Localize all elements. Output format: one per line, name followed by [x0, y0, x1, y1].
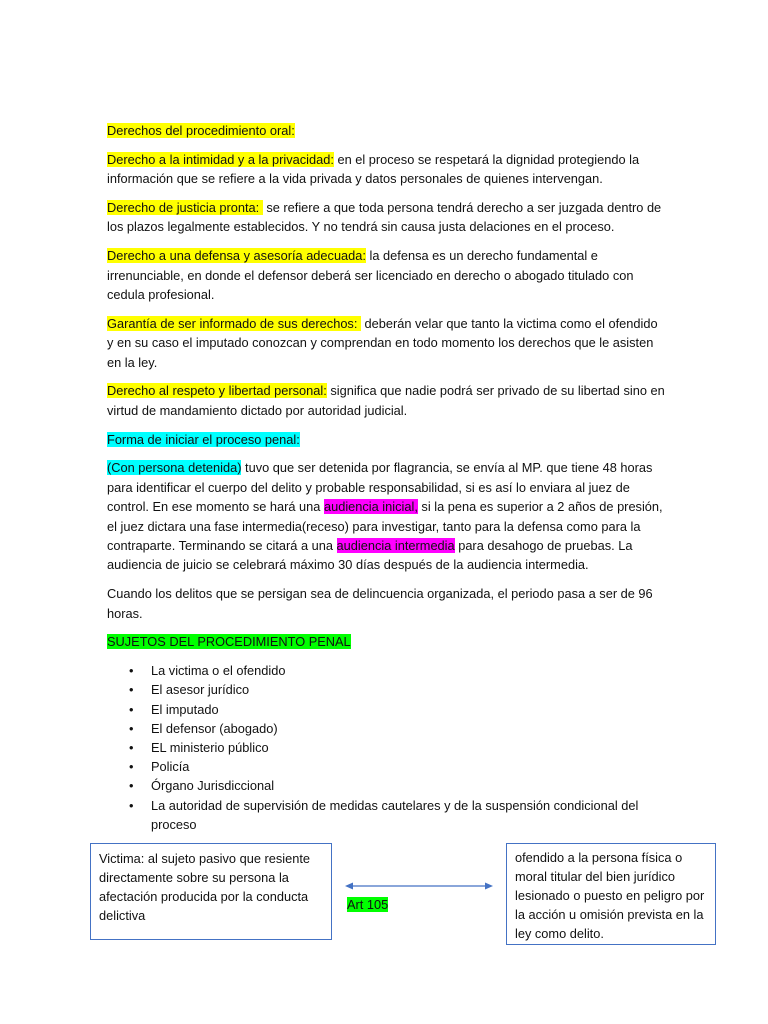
list-item: • El imputado [151, 700, 667, 719]
paragraph-text: tuvo que ser detenida por flagrancia, se envía al MP. que tiene 48 horas para identificar el cuerpo del delito y probable responsabilidad, si es así lo enviara al juez de control. En ese momento se hará una [107, 460, 653, 515]
article-label [347, 895, 388, 914]
list-item: • Órgano Jurisdiccional [151, 776, 667, 795]
paragraph-informed [107, 314, 667, 372]
list-item: • La victima o el ofendido [151, 661, 667, 680]
paragraph-organized-crime: Cuando los delitos que se persigan sea de delincuencia organizada, el periodo pasa a ser de 96 horas. [107, 586, 653, 621]
term-highlight: Derecho de justicia pronta: [107, 200, 263, 215]
victima-box: Victima: al sujeto pasivo que resiente directamente sobre su persona la afectación producida por la conducta delictiva [90, 843, 332, 940]
audiencia-inicial-highlight: audiencia inicial, [323, 499, 418, 515]
term-highlight: Garantía de ser informado de sus derechos: [107, 315, 361, 331]
paragraph-privacy [107, 150, 667, 189]
paragraph-text: significa que nadie podrá ser privado de su libertad sino en virtud de mandamiento dictado por autoridad judicial. [107, 383, 665, 418]
ofendido-box: ofendido a la persona física o moral titular del bien jurídico lesionado o puesto en peligro por la acción u omisión prevista en la ley como delito. [506, 843, 716, 945]
heading-highlight: Derechos del procedimiento oral: [107, 123, 295, 138]
paragraph-detained [107, 458, 667, 574]
term-highlight: Derecho a una defensa y asesoría adecuada: [107, 248, 366, 264]
audiencia-intermedia-highlight: audiencia intermedia [336, 538, 455, 554]
heading-highlight: SUJETOS DEL PROCEDIMIENTO PENAL [107, 634, 351, 650]
paragraph-text: si la pena es superior a 2 años de presión, el juez dictara una fase intermedia(receso) para investigar, tanto para la defensa como para la contraparte. Terminando se citará a una [107, 499, 663, 554]
term-highlight: Derecho al respeto y libertad personal: [107, 383, 327, 399]
list-item: • El defensor (abogado) [151, 719, 667, 738]
term-highlight: Derecho a la intimidad y a la privacidad: [107, 151, 334, 167]
paragraph-text: en el proceso se respetará la dignidad protegiendo la información que se refiere a la vida privada y datos personales de quienes intervengan. [107, 151, 640, 187]
paragraph-text: la defensa es un derecho fundamental e irrenunciable, en donde el defensor deberá ser licenciado en derecho o abogado titulado con cedula profesional. [107, 248, 634, 303]
list-item: • Policía [151, 757, 667, 776]
term-highlight: (Con persona detenida) [107, 460, 242, 476]
list-item: • EL ministerio público [151, 738, 667, 757]
paragraph-text: se refiere a que toda persona tendrá derecho a ser juzgada dentro de los plazos legalmente establecidos. Y no tendrá sin causa justa delaciones en el proceso. [107, 200, 662, 235]
paragraph-text: para desahogo de pruebas. La audiencia de juicio se celebrará máximo 30 días después de la audiencia intermedia. [107, 538, 633, 573]
list-item: • La autoridad de supervisión de medidas cautelares y de la suspensión condicional del proceso [151, 796, 667, 834]
section-heading [107, 121, 667, 140]
article-highlight: Art 105 [347, 897, 389, 912]
document-body [107, 121, 667, 834]
list-item: • El asesor jurídico [151, 680, 667, 699]
sujetos-list [107, 661, 667, 834]
paragraph-liberty [107, 381, 667, 420]
paragraph-prompt-justice [107, 198, 667, 237]
heading-highlight: Forma de iniciar el proceso penal: [107, 431, 300, 447]
section-heading-3 [107, 632, 667, 651]
paragraph-text: deberán velar que tanto la victima como el ofendido y en su caso el imputado conozcan y comprendan en todo momento los derechos que le asisten en la ley. [107, 315, 658, 370]
section-heading-2 [107, 430, 667, 449]
double-arrow-icon [345, 879, 493, 893]
paragraph-defense [107, 246, 667, 304]
